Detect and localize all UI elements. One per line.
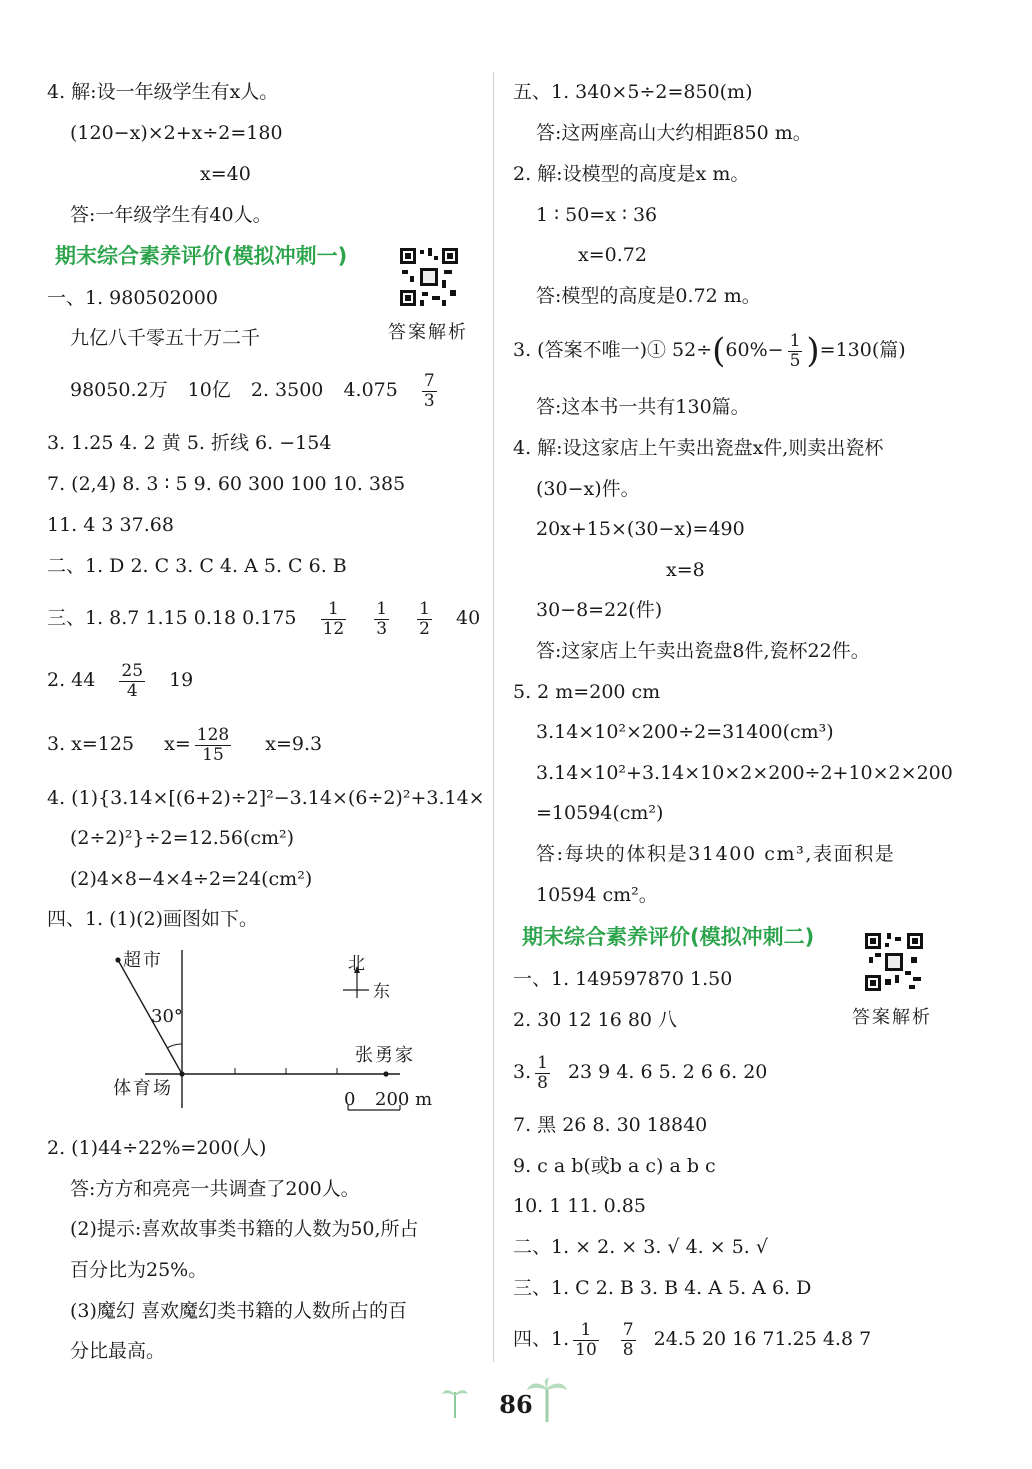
- m1-part3-q3: [47, 718, 322, 770]
- m1-part3-q4-line2: (2÷2)²}÷2=12.56(cm²): [70, 827, 295, 849]
- m0-part5-q2-eq1: 1 ∶ 50=x ∶ 36: [536, 204, 658, 226]
- text: 19: [169, 669, 194, 691]
- m0-part5-q2: 2. 解:设模型的高度是x m。: [513, 163, 750, 185]
- fraction: $\frac{1}{2}$: [419, 598, 430, 639]
- m2-part1-q10: 10. 1 11. 0.85: [513, 1195, 646, 1217]
- m1-part1-q1-words: 九亿八千零五十万二千: [70, 327, 261, 349]
- m1-part4-q1: 四、1. (1)(2)画图如下。: [47, 908, 258, 930]
- m1-part3-q1: [47, 592, 480, 644]
- m2-part2: 二、1. × 2. × 3. √ 4. × 5. √: [513, 1236, 768, 1258]
- m2-part1-q9: 9. c a b(或b a c) a b c: [513, 1155, 716, 1177]
- m0-part5-q5-area: 3.14×10²+3.14×10×2×200÷2+10×2×200: [536, 762, 953, 784]
- m1-part2: 二、1. D 2. C 3. C 4. A 5. C 6. B: [47, 555, 347, 577]
- fraction: $\frac{7}{3}$: [423, 370, 435, 411]
- home-point: [383, 1071, 388, 1076]
- label-scale-0: 0: [344, 1089, 356, 1110]
- m1-part4-q2-hint2: 百分比为25%。: [70, 1259, 208, 1281]
- fraction: $\frac{7}{8}$: [622, 1319, 634, 1360]
- m0-part5-q4-line1: 4. 解:设这家店上午卖出瓷盘x件,则卖出瓷杯: [513, 437, 884, 459]
- q4-answer: 答:一年级学生有40人。: [70, 204, 272, 226]
- m1-part3-q4-line3: (2)4×8−4×4÷2=24(cm²): [70, 868, 313, 890]
- m0-part5-q2-eq2: x=0.72: [578, 244, 647, 266]
- q4-equation-2: x=40: [200, 163, 251, 185]
- m1-part1-q3: 3. 1.25 4. 2 黄 5. 折线 6. −154: [47, 432, 332, 454]
- stadium-point: [179, 1071, 184, 1076]
- m1-part1-q7: 7. (2,4) 8. 3 ∶ 5 9. 60 300 100 10. 385: [47, 473, 406, 495]
- label-scale-200: 200 m: [375, 1089, 433, 1110]
- qr-caption: 答案解析: [852, 1007, 932, 1028]
- m1-part3-q4-line1: 4. (1){3.14×[(6+2)÷2]²−3.14×(6÷2)²+3.14×: [47, 787, 485, 809]
- m0-part5-q4-line2: (30−x)件。: [536, 478, 640, 500]
- fraction: $\frac{1}{10}$: [575, 1319, 597, 1360]
- m0-part5-q4-eq2: x=8: [666, 559, 705, 581]
- m2-part3: 三、1. C 2. B 3. B 4. A 5. A 6. D: [513, 1277, 812, 1299]
- label-angle: 30°: [151, 1006, 183, 1027]
- fraction: $\frac{25}{4}$: [121, 660, 144, 701]
- label-supermarket: 超市: [123, 950, 163, 971]
- text: 23 9 4. 6 5. 2 6 6. 20: [567, 1061, 768, 1083]
- m1-part4-q2-part3-end: 分比最高。: [70, 1340, 166, 1362]
- text: 60%−: [725, 339, 784, 361]
- text: 4.075: [343, 379, 398, 401]
- m2-part4-q1: [513, 1313, 871, 1365]
- m0-part5-q3: 3. (答案不唯一)① 52÷(60%− $\frac{1}{5}$ )=130(篇): [513, 330, 906, 371]
- page-number: 86: [499, 1390, 533, 1419]
- m0-part5-q5-answer-2: 10594 cm²。: [536, 884, 658, 906]
- m0-part5-q3-answer: 答:这本书一共有130篇。: [536, 396, 750, 418]
- m0-part5-q2-answer: 答:模型的高度是0.72 m。: [536, 285, 761, 307]
- q4-header: 4. 解:设一年级学生有x人。: [47, 81, 279, 103]
- text: x=: [164, 733, 191, 755]
- label-north: 北: [348, 954, 365, 974]
- m1-part4-q2-hint1: (2)提示:喜欢故事类书籍的人数为50,所占: [70, 1218, 419, 1240]
- m0-part5-q4-answer: 答:这家店上午卖出瓷盘8件,瓷杯22件。: [536, 640, 870, 662]
- fraction: $\frac{1}{3}$: [376, 598, 388, 639]
- m0-part5-q4-eq3: 30−8=22(件): [536, 599, 663, 621]
- palm-decoration-icon: [525, 1378, 569, 1424]
- m2-part1-q1: 一、1. 149597870 1.50: [513, 968, 733, 990]
- m1-part4-q2-part3: (3)魔幻 喜欢魔幻类书籍的人数所占的百: [70, 1300, 407, 1322]
- m0-part5-q5: 5. 2 m=200 cm: [513, 681, 661, 703]
- m1-part4-q2: 2. (1)44÷22%=200(人): [47, 1137, 267, 1159]
- text: 3. (答案不唯一)① 52÷: [513, 339, 713, 361]
- column-divider: [493, 72, 494, 1362]
- qr-code-icon[interactable]: [398, 246, 460, 308]
- text: =130(篇): [819, 339, 906, 361]
- m0-part5-q1: 五、1. 340×5÷2=850(m): [513, 81, 753, 103]
- m1-part1-q1: 一、1. 980502000: [47, 287, 218, 309]
- text: 3. x=125: [47, 733, 135, 755]
- text: 10亿: [187, 379, 231, 401]
- text: 24.5 20 16 71.25 4.8 7: [653, 1328, 872, 1350]
- label-home: 张勇家: [355, 1045, 415, 1066]
- fraction: $\frac{128}{15}$: [196, 724, 230, 765]
- text: 三、1. 8.7 1.15 0.18 0.175: [47, 607, 297, 629]
- supermarket-point: [115, 957, 120, 962]
- q4-equation-1: (120−x)×2+x÷2=180: [70, 122, 283, 144]
- label-east: 东: [373, 982, 390, 1002]
- m0-part5-q5-volume: 3.14×10²×200÷2=31400(cm³): [536, 721, 834, 743]
- m2-part1-q7: 7. 黑 26 8. 30 18840: [513, 1114, 708, 1136]
- text: x=9.3: [265, 733, 323, 755]
- fraction: $\frac{1}{12}$: [322, 598, 345, 639]
- text: 98050.2万: [70, 379, 168, 401]
- m0-part5-q1-answer: 答:这两座高山大约相距850 m。: [536, 122, 812, 144]
- text: 2. 3500: [250, 379, 324, 401]
- m1-part1-line3: [70, 364, 441, 416]
- m0-part5-q5-answer-1: 答:每块的体积是31400 cm³,表面积是: [536, 843, 896, 865]
- section-title-mock-2: 期末综合素养评价(模拟冲刺二): [522, 925, 815, 949]
- m0-part5-q4-eq1: 20x+15×(30−x)=490: [536, 518, 745, 540]
- label-stadium: 体育场: [113, 1078, 173, 1099]
- qr-caption: 答案解析: [388, 322, 468, 343]
- fraction: $\frac{1}{5}$: [789, 330, 801, 371]
- m2-part1-q3: [513, 1046, 767, 1098]
- fraction: $\frac{1}{8}$: [537, 1052, 548, 1093]
- qr-code-icon[interactable]: [863, 931, 925, 993]
- text: 四、1.: [513, 1328, 570, 1350]
- text: 2. 44: [47, 669, 96, 691]
- m1-part4-q2-answer: 答:方方和亮亮一共调查了200人。: [70, 1178, 360, 1200]
- m0-part5-q5-area-result: =10594(cm²): [536, 802, 664, 824]
- m1-part3-q2: [47, 654, 193, 706]
- section-title-mock-1: 期末综合素养评价(模拟冲刺一): [55, 244, 348, 268]
- m2-part1-q2: 2. 30 12 16 80 八: [513, 1009, 678, 1031]
- text: 40: [456, 607, 481, 629]
- m1-part1-q11: 11. 4 3 37.68: [47, 514, 174, 536]
- text: 3.: [513, 1061, 532, 1083]
